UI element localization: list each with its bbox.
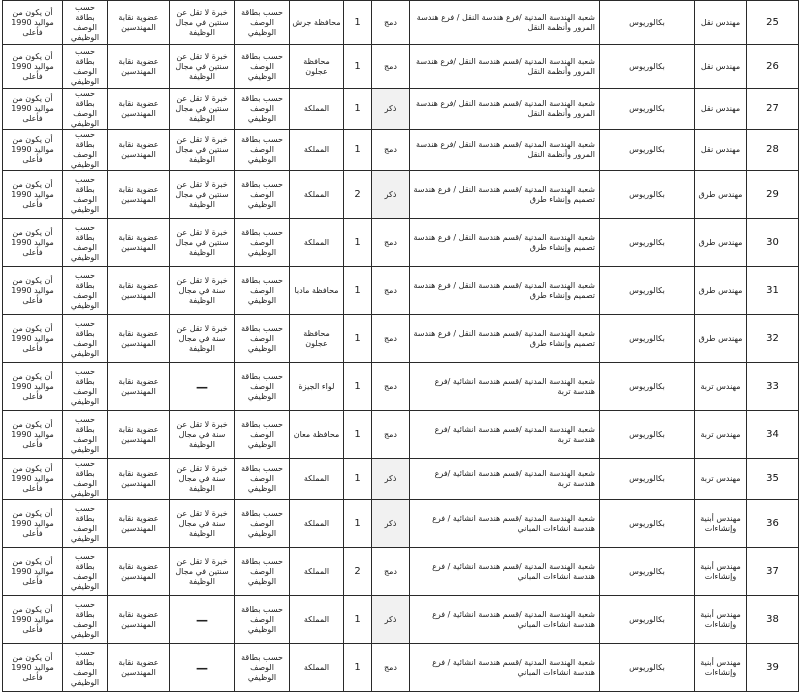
job-title-cell: مهندس أبنية وإنشاءات	[695, 548, 747, 596]
requirements-cell: حسب بطاقة الوصف الوظيفي	[63, 219, 108, 267]
specialization-cell: شعبة الهندسة المدنية /قسم هندسة انشائية / فرع هندسة انشاءات المباني	[410, 596, 600, 644]
count-cell: 1	[344, 411, 372, 459]
location-cell: المملكة	[290, 89, 344, 130]
job-title-cell: مهندس طرق	[695, 315, 747, 363]
location-cell: محافظة عجلون	[290, 45, 344, 89]
count-cell: 1	[344, 45, 372, 89]
job-title-cell: مهندس طرق	[695, 267, 747, 315]
birth-year-cell: أن يكون من مواليد 1990 فأعلى	[3, 45, 63, 89]
row-number-cell: 37	[747, 548, 799, 596]
count-cell: 1	[344, 1, 372, 45]
row-number-cell: 27	[747, 89, 799, 130]
requirements-cell: حسب بطاقة الوصف الوظيفي	[63, 45, 108, 89]
birth-year-cell: أن يكون من مواليد 1990 فأعلى	[3, 315, 63, 363]
job-description-cell: حسب بطاقة الوصف الوظيفي	[235, 219, 290, 267]
experience-cell: —	[170, 644, 235, 692]
birth-year-cell: أن يكون من مواليد 1990 فأعلى	[3, 171, 63, 219]
table-row	[3, 130, 799, 171]
count-cell: 2	[344, 171, 372, 219]
experience-cell: خبرة لا تقل عن سنتين في مجال الوظيفة	[170, 45, 235, 89]
birth-year-cell: أن يكون من مواليد 1990 فأعلى	[3, 1, 63, 45]
specialization-cell: شعبة الهندسة المدنية /قسم هندسة انشائية / فرع هندسة انشاءات المباني	[410, 500, 600, 548]
specialization-cell: شعبة الهندسة المدنية /قسم هندسة النقل /فرع هندسة المرور وأنظمة النقل	[410, 130, 600, 171]
union-membership-cell: عضوية نقابة المهندسين	[108, 219, 170, 267]
birth-year-cell: أن يكون من مواليد 1990 فأعلى	[3, 644, 63, 692]
job-title-cell: مهندس أبنية وإنشاءات	[695, 644, 747, 692]
count-cell: 1	[344, 219, 372, 267]
degree-cell: بكالوريوس	[600, 459, 695, 500]
row-number-cell: 30	[747, 219, 799, 267]
count-cell: 2	[344, 548, 372, 596]
job-title-cell: مهندس طرق	[695, 171, 747, 219]
location-cell: المملكة	[290, 130, 344, 171]
degree-cell: بكالوريوس	[600, 1, 695, 45]
row-number-cell: 35	[747, 459, 799, 500]
union-membership-cell: عضوية نقابة المهندسين	[108, 89, 170, 130]
row-number-cell: 39	[747, 644, 799, 692]
birth-year-cell: أن يكون من مواليد 1990 فأعلى	[3, 500, 63, 548]
job-description-cell: حسب بطاقة الوصف الوظيفي	[235, 363, 290, 411]
count-cell: 1	[344, 596, 372, 644]
specialization-cell: شعبة الهندسة المدنية /فرع هندسة النقل / فرع هندسة المرور وأنظمة النقل	[410, 1, 600, 45]
row-number-cell: 26	[747, 45, 799, 89]
degree-cell: بكالوريوس	[600, 500, 695, 548]
gender-cell: ذكر	[372, 459, 410, 500]
requirements-cell: حسب بطاقة الوصف الوظيفي	[63, 89, 108, 130]
birth-year-cell: أن يكون من مواليد 1990 فأعلى	[3, 363, 63, 411]
job-title-cell: مهندس نقل	[695, 130, 747, 171]
degree-cell: بكالوريوس	[600, 411, 695, 459]
row-number-cell: 28	[747, 130, 799, 171]
degree-cell: بكالوريوس	[600, 45, 695, 89]
row-number-cell: 29	[747, 171, 799, 219]
specialization-cell: شعبة الهندسة المدنية /قسم هندسة النقل / فرع هندسة تصميم وإنشاء طرق	[410, 171, 600, 219]
union-membership-cell: عضوية نقابة المهندسين	[108, 548, 170, 596]
row-number-cell: 33	[747, 363, 799, 411]
gender-cell: دمج	[372, 1, 410, 45]
union-membership-cell: عضوية نقابة المهندسين	[108, 459, 170, 500]
specialization-cell: شعبة الهندسة المدنية /قسم هندسة النقل / فرع هندسة تصميم وإنشاء طرق	[410, 315, 600, 363]
specialization-cell: شعبة الهندسة المدنية /قسم هندسة النقل /فرع هندسة المرور وأنظمة النقل	[410, 45, 600, 89]
requirements-cell: حسب بطاقة الوصف الوظيفي	[63, 267, 108, 315]
job-title-cell: مهندس نقل	[695, 45, 747, 89]
requirements-cell: حسب بطاقة الوصف الوظيفي	[63, 548, 108, 596]
job-description-cell: حسب بطاقة الوصف الوظيفي	[235, 130, 290, 171]
experience-cell: خبرة لا تقل عن سنتين في مجال الوظيفة	[170, 1, 235, 45]
degree-cell: بكالوريوس	[600, 130, 695, 171]
gender-cell: دمج	[372, 45, 410, 89]
experience-cell: خبرة لا تقل عن سنتين في مجال الوظيفة	[170, 171, 235, 219]
job-description-cell: حسب بطاقة الوصف الوظيفي	[235, 411, 290, 459]
location-cell: المملكة	[290, 644, 344, 692]
row-number-cell: 31	[747, 267, 799, 315]
job-description-cell: حسب بطاقة الوصف الوظيفي	[235, 596, 290, 644]
experience-cell: خبرة لا تقل عن سنة في مجال الوظيفة	[170, 500, 235, 548]
count-cell: 1	[344, 267, 372, 315]
row-number-cell: 38	[747, 596, 799, 644]
union-membership-cell: عضوية نقابة المهندسين	[108, 45, 170, 89]
specialization-cell: شعبة الهندسة المدنية /قسم هندسة انشائية /فرع هندسة تربة	[410, 363, 600, 411]
job-description-cell: حسب بطاقة الوصف الوظيفي	[235, 45, 290, 89]
gender-cell: دمج	[372, 130, 410, 171]
degree-cell: بكالوريوس	[600, 548, 695, 596]
degree-cell: بكالوريوس	[600, 89, 695, 130]
birth-year-cell: أن يكون من مواليد 1990 فأعلى	[3, 548, 63, 596]
experience-cell: خبرة لا تقل عن سنتين في مجال الوظيفة	[170, 89, 235, 130]
location-cell: المملكة	[290, 219, 344, 267]
location-cell: المملكة	[290, 548, 344, 596]
job-description-cell: حسب بطاقة الوصف الوظيفي	[235, 500, 290, 548]
location-cell: المملكة	[290, 459, 344, 500]
specialization-cell: شعبة الهندسة المدنية /قسم هندسة النقل /فرع هندسة المرور وأنظمة النقل	[410, 89, 600, 130]
job-title-cell: مهندس أبنية وإنشاءات	[695, 596, 747, 644]
birth-year-cell: أن يكون من مواليد 1990 فأعلى	[3, 596, 63, 644]
gender-cell: دمج	[372, 644, 410, 692]
vacancies-table	[2, 0, 799, 692]
job-title-cell: مهندس طرق	[695, 219, 747, 267]
gender-cell: دمج	[372, 267, 410, 315]
table-row	[3, 267, 799, 315]
table-row	[3, 45, 799, 89]
table-row	[3, 171, 799, 219]
location-cell: المملكة	[290, 596, 344, 644]
count-cell: 1	[344, 363, 372, 411]
specialization-cell: شعبة الهندسة المدنية /قسم هندسة انشائية /فرع هندسة تربة	[410, 459, 600, 500]
job-description-cell: حسب بطاقة الوصف الوظيفي	[235, 89, 290, 130]
birth-year-cell: أن يكون من مواليد 1990 فأعلى	[3, 267, 63, 315]
gender-cell: ذكر	[372, 500, 410, 548]
job-title-cell: مهندس تربة	[695, 363, 747, 411]
gender-cell: دمج	[372, 219, 410, 267]
requirements-cell: حسب بطاقة الوصف الوظيفي	[63, 1, 108, 45]
gender-cell: دمج	[372, 411, 410, 459]
degree-cell: بكالوريوس	[600, 267, 695, 315]
gender-cell: دمج	[372, 548, 410, 596]
specialization-cell: شعبة الهندسة المدنية /قسم هندسة انشائية /فرع هندسة تربة	[410, 411, 600, 459]
union-membership-cell: عضوية نقابة المهندسين	[108, 500, 170, 548]
count-cell: 1	[344, 130, 372, 171]
table-row	[3, 363, 799, 411]
union-membership-cell: عضوية نقابة المهندسين	[108, 644, 170, 692]
table-row	[3, 219, 799, 267]
requirements-cell: حسب بطاقة الوصف الوظيفي	[63, 411, 108, 459]
experience-cell: خبرة لا تقل عن سنة في مجال الوظيفة	[170, 411, 235, 459]
experience-cell: خبرة لا تقل عن سنة في مجال الوظيفة	[170, 459, 235, 500]
job-title-cell: مهندس تربة	[695, 459, 747, 500]
specialization-cell: شعبة الهندسة المدنية /قسم هندسة انشائية / فرع هندسة انشاءات المباني	[410, 644, 600, 692]
table-body	[3, 1, 799, 692]
table-row	[3, 596, 799, 644]
requirements-cell: حسب بطاقة الوصف الوظيفي	[63, 130, 108, 171]
gender-cell: ذكر	[372, 171, 410, 219]
table-row	[3, 548, 799, 596]
count-cell: 1	[344, 459, 372, 500]
job-title-cell: مهندس نقل	[695, 1, 747, 45]
row-number-cell: 32	[747, 315, 799, 363]
table-row	[3, 459, 799, 500]
gender-cell: ذكر	[372, 596, 410, 644]
union-membership-cell: عضوية نقابة المهندسين	[108, 411, 170, 459]
table-row	[3, 411, 799, 459]
job-description-cell: حسب بطاقة الوصف الوظيفي	[235, 171, 290, 219]
table-row	[3, 89, 799, 130]
location-cell: محافظة مادبا	[290, 267, 344, 315]
degree-cell: بكالوريوس	[600, 219, 695, 267]
job-title-cell: مهندس نقل	[695, 89, 747, 130]
job-description-cell: حسب بطاقة الوصف الوظيفي	[235, 267, 290, 315]
requirements-cell: حسب بطاقة الوصف الوظيفي	[63, 315, 108, 363]
degree-cell: بكالوريوس	[600, 171, 695, 219]
gender-cell: دمج	[372, 363, 410, 411]
count-cell: 1	[344, 500, 372, 548]
count-cell: 1	[344, 89, 372, 130]
location-cell: المملكة	[290, 171, 344, 219]
job-title-cell: مهندس أبنية وإنشاءات	[695, 500, 747, 548]
location-cell: محافظة معان	[290, 411, 344, 459]
table-row	[3, 500, 799, 548]
job-description-cell: حسب بطاقة الوصف الوظيفي	[235, 1, 290, 45]
birth-year-cell: أن يكون من مواليد 1990 فأعلى	[3, 89, 63, 130]
birth-year-cell: أن يكون من مواليد 1990 فأعلى	[3, 130, 63, 171]
gender-cell: ذكر	[372, 89, 410, 130]
experience-cell: خبرة لا تقل عن سنتين في مجال الوظيفة	[170, 130, 235, 171]
experience-cell: خبرة لا تقل عن سنتين في مجال الوظيفة	[170, 548, 235, 596]
gender-cell: دمج	[372, 315, 410, 363]
table-row	[3, 1, 799, 45]
experience-cell: خبرة لا تقل عن سنتين في مجال الوظيفة	[170, 219, 235, 267]
experience-cell: —	[170, 363, 235, 411]
specialization-cell: شعبة الهندسة المدنية /قسم هندسة النقل / فرع هندسة تصميم وإنشاء طرق	[410, 267, 600, 315]
birth-year-cell: أن يكون من مواليد 1990 فأعلى	[3, 459, 63, 500]
degree-cell: بكالوريوس	[600, 363, 695, 411]
union-membership-cell: عضوية نقابة المهندسين	[108, 171, 170, 219]
degree-cell: بكالوريوس	[600, 644, 695, 692]
specialization-cell: شعبة الهندسة المدنية /قسم هندسة انشائية / فرع هندسة انشاءات المباني	[410, 548, 600, 596]
location-cell: لواء الجيزة	[290, 363, 344, 411]
row-number-cell: 25	[747, 1, 799, 45]
birth-year-cell: أن يكون من مواليد 1990 فأعلى	[3, 219, 63, 267]
experience-cell: خبرة لا تقل عن سنة في مجال الوظيفة	[170, 315, 235, 363]
union-membership-cell: عضوية نقابة المهندسين	[108, 596, 170, 644]
row-number-cell: 36	[747, 500, 799, 548]
job-title-cell: مهندس تربة	[695, 411, 747, 459]
requirements-cell: حسب بطاقة الوصف الوظيفي	[63, 644, 108, 692]
job-description-cell: حسب بطاقة الوصف الوظيفي	[235, 644, 290, 692]
birth-year-cell: أن يكون من مواليد 1990 فأعلى	[3, 411, 63, 459]
requirements-cell: حسب بطاقة الوصف الوظيفي	[63, 171, 108, 219]
union-membership-cell: عضوية نقابة المهندسين	[108, 130, 170, 171]
location-cell: محافظة عجلون	[290, 315, 344, 363]
requirements-cell: حسب بطاقة الوصف الوظيفي	[63, 596, 108, 644]
union-membership-cell: عضوية نقابة المهندسين	[108, 1, 170, 45]
degree-cell: بكالوريوس	[600, 596, 695, 644]
location-cell: المملكة	[290, 500, 344, 548]
job-description-cell: حسب بطاقة الوصف الوظيفي	[235, 548, 290, 596]
job-description-cell: حسب بطاقة الوصف الوظيفي	[235, 459, 290, 500]
experience-cell: خبرة لا تقل عن سنة في مجال الوظيفة	[170, 267, 235, 315]
table-row	[3, 644, 799, 692]
union-membership-cell: عضوية نقابة المهندسين	[108, 315, 170, 363]
job-description-cell: حسب بطاقة الوصف الوظيفي	[235, 315, 290, 363]
table-row	[3, 315, 799, 363]
count-cell: 1	[344, 644, 372, 692]
requirements-cell: حسب بطاقة الوصف الوظيفي	[63, 500, 108, 548]
location-cell: محافظة جرش	[290, 1, 344, 45]
specialization-cell: شعبة الهندسة المدنية /قسم هندسة النقل / فرع هندسة تصميم وإنشاء طرق	[410, 219, 600, 267]
count-cell: 1	[344, 315, 372, 363]
union-membership-cell: عضوية نقابة المهندسين	[108, 363, 170, 411]
requirements-cell: حسب بطاقة الوصف الوظيفي	[63, 363, 108, 411]
degree-cell: بكالوريوس	[600, 315, 695, 363]
experience-cell: —	[170, 596, 235, 644]
requirements-cell: حسب بطاقة الوصف الوظيفي	[63, 459, 108, 500]
union-membership-cell: عضوية نقابة المهندسين	[108, 267, 170, 315]
row-number-cell: 34	[747, 411, 799, 459]
